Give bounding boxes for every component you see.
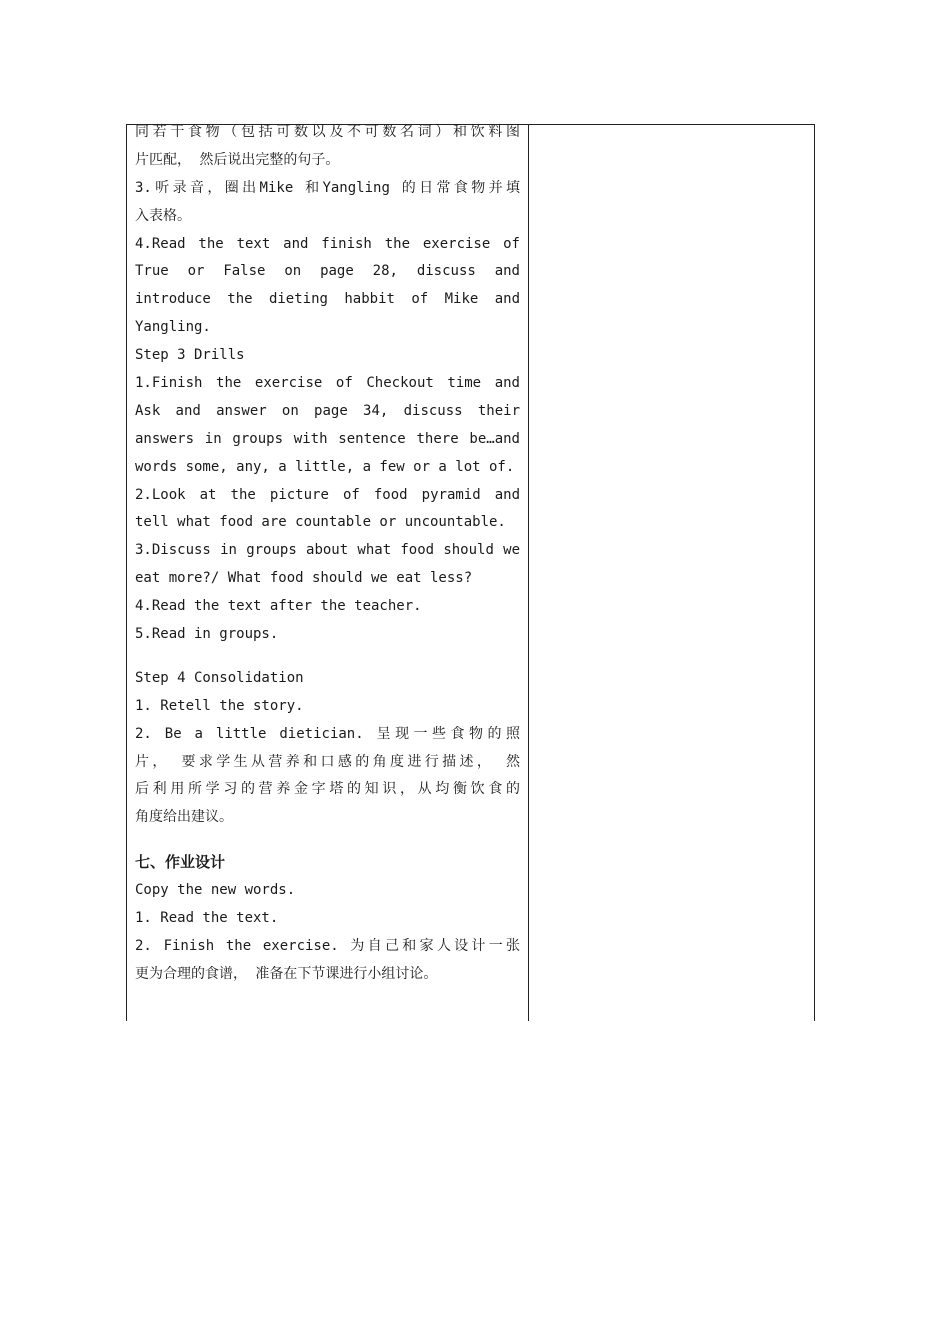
text-line: 片匹配， 然后说出完整的句子。: [135, 151, 340, 168]
text-line: 3.Discuss in groups about what food should we: [135, 542, 520, 559]
lesson-plan-table: [126, 124, 815, 1021]
step-3-heading: Step 3 Drills: [135, 347, 245, 364]
teaching-procedure-cell: [135, 119, 520, 989]
text-line: answers in groups with sentence there be…and: [135, 430, 520, 447]
text-line: 更为合理的食谱， 准备在下节课进行小组讨论。: [135, 965, 438, 982]
text-line: 1.Finish the exercise of Checkout time and: [135, 375, 520, 392]
paragraph-gap: [135, 649, 520, 665]
homework-heading: 七、作业设计: [135, 853, 226, 872]
notes-cell: [529, 125, 814, 1021]
text-line: tell what food are countable or uncountable.: [135, 514, 506, 531]
text-line: Yangling.: [135, 319, 211, 336]
text-line: 4.Read the text after the teacher.: [135, 598, 422, 615]
text-line: 角度给出建议。: [135, 809, 233, 826]
step-4-heading: Step 4 Consolidation: [135, 669, 304, 686]
text-line: words some, any, a little, a few or a lot of.: [135, 458, 515, 475]
table-left-border: [126, 124, 127, 1021]
text-line: 1. Retell the story.: [135, 697, 304, 714]
text-line: 片， 要求学生从营养和口感的角度进行描述， 然: [135, 753, 520, 770]
text-line: introduce the dieting habbit of Mike and: [135, 291, 520, 308]
text-line: eat more?/ What food should we eat less?: [135, 570, 473, 587]
text-line: 1. Read the text.: [135, 910, 279, 927]
text-line: 2.Look at the picture of food pyramid and: [135, 486, 520, 503]
paragraph-gap: [135, 832, 520, 849]
text-line: 3.听录音，圈出Mike 和Yangling 的日常食物并填: [135, 179, 520, 196]
text-line: 2. Finish the exercise. 为自己和家人设计一张: [135, 937, 520, 954]
text-line: 2. Be a little dietician. 呈现一些食物的照: [135, 725, 520, 742]
text-line: True or False on page 28, discuss and: [135, 263, 520, 280]
text-line: Ask and answer on page 34, discuss their: [135, 402, 520, 419]
text-line: 同若干食物（包括可数以及不可数名词）和饮料图: [135, 124, 520, 140]
table-right-border: [814, 124, 815, 1021]
text-line: Copy the new words.: [135, 882, 296, 899]
text-line: 入表格。: [135, 207, 191, 224]
text-line: 4.Read the text and finish the exercise of: [135, 235, 520, 252]
text-line: 5.Read in groups.: [135, 626, 279, 643]
text-line: 后利用所学习的营养金字塔的知识，从均衡饮食的: [135, 781, 520, 798]
